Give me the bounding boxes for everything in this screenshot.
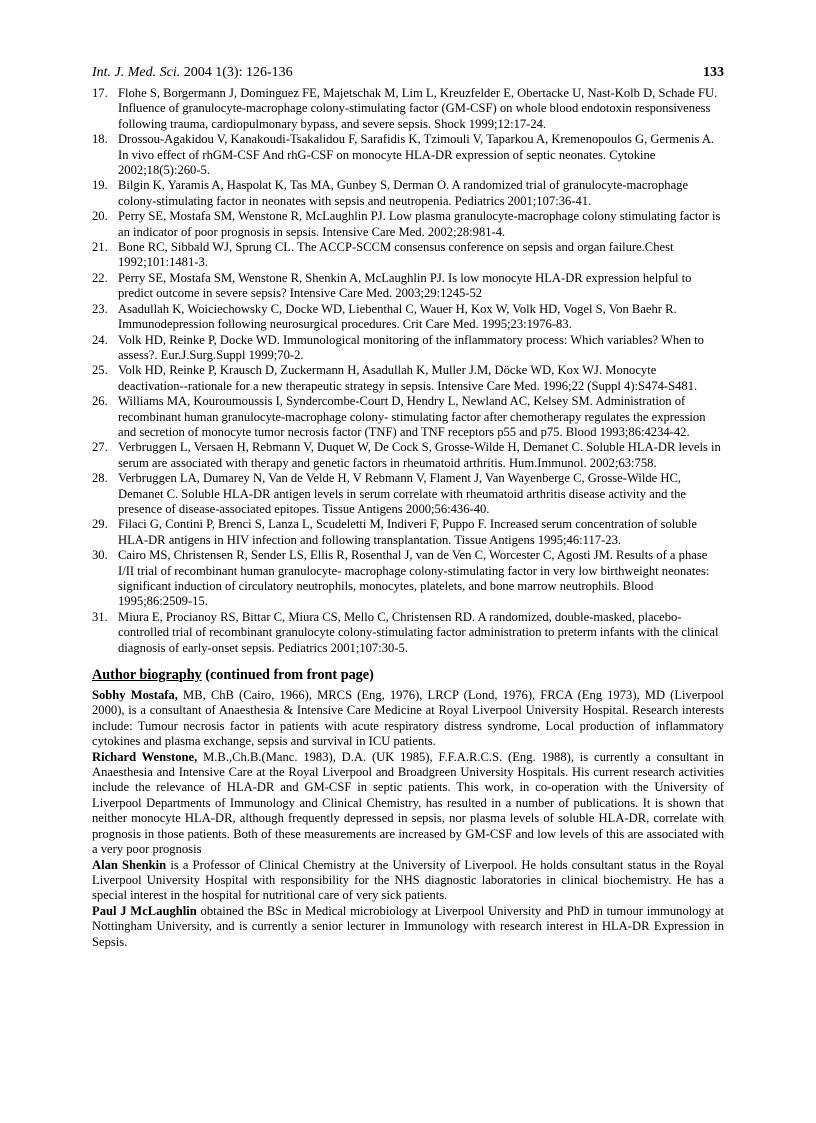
reference-item: [92, 333, 724, 364]
author-bio-text: is a Professor of Clinical Chemistry at the University of Liverpool. He holds consultant status in the Royal Liverpool University Hospital with responsibility for the NHS diagnostic laboratories in clinical biochemistry. He has a special interest in the hospital for nutritional care of very sick patients.: [92, 857, 725, 903]
reference-text: Verbruggen LA, Dumarey N, Van de Velde H, V Rebmann V, Flament J, Van Wayenberge C, Grosse-Wilde HC, Demanet C. Soluble HLA-DR antigen levels in serum correlate with rheumatoid arthritis disease activity and the presence of disease-associated epitopes. Tissue Antigens 2000;56:436-40.: [118, 471, 686, 516]
biography-entry: [92, 688, 724, 750]
reference-text: Filaci G, Contini P, Brenci S, Lanza L, Scudeletti M, Indiveri F, Puppo F. Increased serum concentration of soluble HLA-DR antigens in HIV infection and following transplantation. Tissue Antigens 1995;46:117-23.: [118, 517, 697, 547]
biography-heading-main: Author biography: [92, 667, 202, 684]
author-name: Richard Wenstone,: [92, 749, 198, 764]
reference-number: 29.: [92, 517, 108, 532]
reference-text: Drossou-Agakidou V, Kanakoudi-Tsakalidou F, Sarafidis K, Tzimouli V, Taparkou A, Kremenopoulos G, Germenis A. In vivo effect of rhGM-CSF And rhG-CSF on monocyte HLA-DR expression of septic neonates. Cytokine 2002;18(5):260-5.: [118, 132, 715, 178]
reference-item: [92, 132, 724, 178]
author-name: Alan Shenkin: [92, 857, 167, 872]
reference-text: Williams MA, Kouroumoussis I, Syndercombe-Court D, Hendry L, Newland AC, Kelsey SM. Administration of recombinant human granulocyte-macrophage colony- stimulating factor after chemotherapy regulates the expression and secretion of monocyte tumor necrosis factor (TNF) and TNF receptors p55 and p75. Blood 1993;86:4234-42.: [118, 394, 706, 439]
running-header: [92, 60, 724, 86]
reference-number: 20.: [92, 209, 108, 224]
reference-number: 24.: [92, 332, 108, 347]
reference-text: Bilgin K, Yaramis A, Haspolat K, Tas MA, Gunbey S, Derman O. A randomized trial of granulocyte-macrophage colony-stimulating factor in neonates with sepsis and neutropenia. Pediatrics 2001;107:36-41.: [118, 178, 689, 208]
reference-number: 28.: [92, 471, 108, 486]
journal-name: Int. J. Med. Sci.: [92, 65, 181, 80]
reference-number: 26.: [92, 394, 108, 409]
reference-number: 22.: [92, 270, 108, 285]
biography-entry: [92, 858, 724, 904]
reference-item: [92, 363, 724, 394]
reference-item: [92, 471, 724, 517]
reference-text: Flohe S, Borgermann J, Dominguez FE, Majetschak M, Lim L, Kreuzfelder E, Obertacke U, Nast-Kolb D, Schade FU. Influence of granulocyte-macrophage colony-stimulating factor (GM-CSF) on whole blood endotoxin responsiveness following trauma, cardiopulmonary bypass, and severe sepsis. Shock 1999;12:17-24.: [118, 86, 718, 131]
author-name: Paul J McLaughlin: [92, 903, 197, 918]
journal-citation: [92, 60, 293, 86]
reference-number: 30.: [92, 548, 108, 563]
reference-text: Verbruggen L, Versaen H, Rebmann V, Duquet W, De Cock S, Grosse-Wilde H, Demanet C. Soluble HLA-DR levels in serum are associated with therapy and genetic factors in rheumatoid arthritis. Hum.Immunol. 2002;63:758.: [118, 440, 721, 470]
biography-heading-note: (continued from front page): [201, 667, 374, 684]
reference-text: Miura E, Procianoy RS, Bittar C, Miura CS, Mello C, Christensen RD. A randomized, double-masked, placebo-controlled trial of recombinant granulocyte colony-stimulating factor administration to preterm infants with the clinical diagnosis of early-onset sepsis. Pediatrics 2001;107:30-5.: [118, 609, 719, 655]
reference-item: [92, 302, 724, 333]
reference-number: 27.: [92, 440, 108, 455]
author-bio-text: MB, ChB (Cairo, 1966), MRCS (Eng, 1976), LRCP (Lond, 1976), FRCA (Eng 1973), MD (Liverpool 2000), is a consultant of Anaesthesia & Intensive Care Medicine at Royal Liverpool University Hospital. Research interests include: Tumour necrosis factor in patients with acute respiratory distress syndrome, Local production of inflammatory cytokines and plasma exchange, sepsis and survival in ICU patients.: [92, 688, 724, 749]
reference-number: 25.: [92, 363, 108, 378]
reference-item: [92, 271, 724, 302]
reference-number: 19.: [92, 178, 108, 193]
reference-text: Perry SE, Mostafa SM, Wenstone R, McLaughlin PJ. Low plasma granulocyte-macrophage colony stimulating factor is an indicator of poor prognosis in sepsis. Intensive Care Med. 2002;28:981-4.: [118, 209, 721, 239]
reference-item: [92, 610, 724, 656]
page-content: [92, 60, 724, 950]
author-name: Sobhy Mostafa,: [92, 688, 178, 703]
journal-issue: 2004 1(3): 126-136: [183, 65, 293, 80]
biography-entry: [92, 904, 724, 950]
author-bio-text: obtained the BSc in Medical microbiology at Liverpool University and PhD in tumour immunology at Nottingham University, and is currently a senior lecturer in Immunology with research interest in HLA-DR Expression in Sepsis.: [92, 903, 724, 949]
biography-entry: [92, 750, 724, 858]
reference-item: [92, 440, 724, 471]
page-number: 133: [703, 65, 724, 80]
reference-item: [92, 86, 724, 132]
reference-text: Volk HD, Reinke P, Docke WD. Immunological monitoring of the inflammatory process: Which variables? When to assess?. Eur.J.Surg.Suppl 1999;70-2.: [118, 332, 704, 362]
reference-text: Volk HD, Reinke P, Krausch D, Zuckermann H, Asadullah K, Muller J.M, Döcke WD, Kox WJ. Monocyte deactivation--rationale for a new therapeutic strategy in sepsis. Intensive Care Med. 1996;22 (Suppl 4):S474-S481.: [118, 363, 698, 393]
reference-item: [92, 240, 724, 271]
reference-number: 18.: [92, 132, 108, 147]
reference-text: Bone RC, Sibbald WJ, Sprung CL. The ACCP-SCCM consensus conference on sepsis and organ failure.Chest 1992;101:1481-3.: [118, 240, 674, 270]
reference-item: [92, 394, 724, 440]
reference-text: Cairo MS, Christensen R, Sender LS, Ellis R, Rosenthal J, van de Ven C, Worcester C, Agosti JM. Results of a phase I/II trial of recombinant human granulocyte- macrophage colony-stimulating factor in very low birthweight neonates: significant induction of circulatory neutrophils, monocytes, platelets, and bone marrow neutrophils. Blood 1995;86:2509-15.: [118, 548, 710, 609]
reference-text: Asadullah K, Woiciechowsky C, Docke WD, Liebenthal C, Wauer H, Kox W, Volk HD, Vogel S, Von Baehr R. Immunodepression following neurosurgical procedures. Crit Care Med. 1995;23:1976-83.: [118, 301, 677, 332]
biography-heading: [92, 666, 724, 684]
reference-number: 17.: [92, 86, 108, 100]
reference-number: 23.: [92, 301, 108, 316]
reference-item: [92, 517, 724, 548]
reference-number: 21.: [92, 240, 108, 255]
reference-item: [92, 178, 724, 209]
reference-item: [92, 548, 724, 610]
reference-text: Perry SE, Mostafa SM, Wenstone R, Shenkin A, McLaughlin PJ. Is low monocyte HLA-DR expression helpful to predict outcome in severe sepsis? Intensive Care Med. 2003;29:1245-52: [118, 270, 692, 301]
reference-number: 31.: [92, 609, 108, 624]
author-bio-text: M.B.,Ch.B.(Manc. 1983), D.A. (UK 1985), F.F.A.R.C.S. (Eng. 1988), is currently a consultant in Anaesthesia and Intensive Care at the Royal Liverpool and Broadgreen University Hospitals. His current research activities include the relevance of HLA-DR and GM-CSF in septic patients. This work, in co-operation with the University of Liverpool Departments of Immunology and Clinical Chemistry, has resulted in a number of publications. It is shown that neither monocyte HLA-DR, although frequently depressed in sepsis, nor plasma levels of soluble HLA-DR, correlate with prognosis in those patients. Both of these measurements are increased by GM-CSF and low levels of this are associated with a very poor prognosis: [92, 749, 724, 857]
reference-list: [92, 86, 724, 656]
reference-item: [92, 209, 724, 240]
